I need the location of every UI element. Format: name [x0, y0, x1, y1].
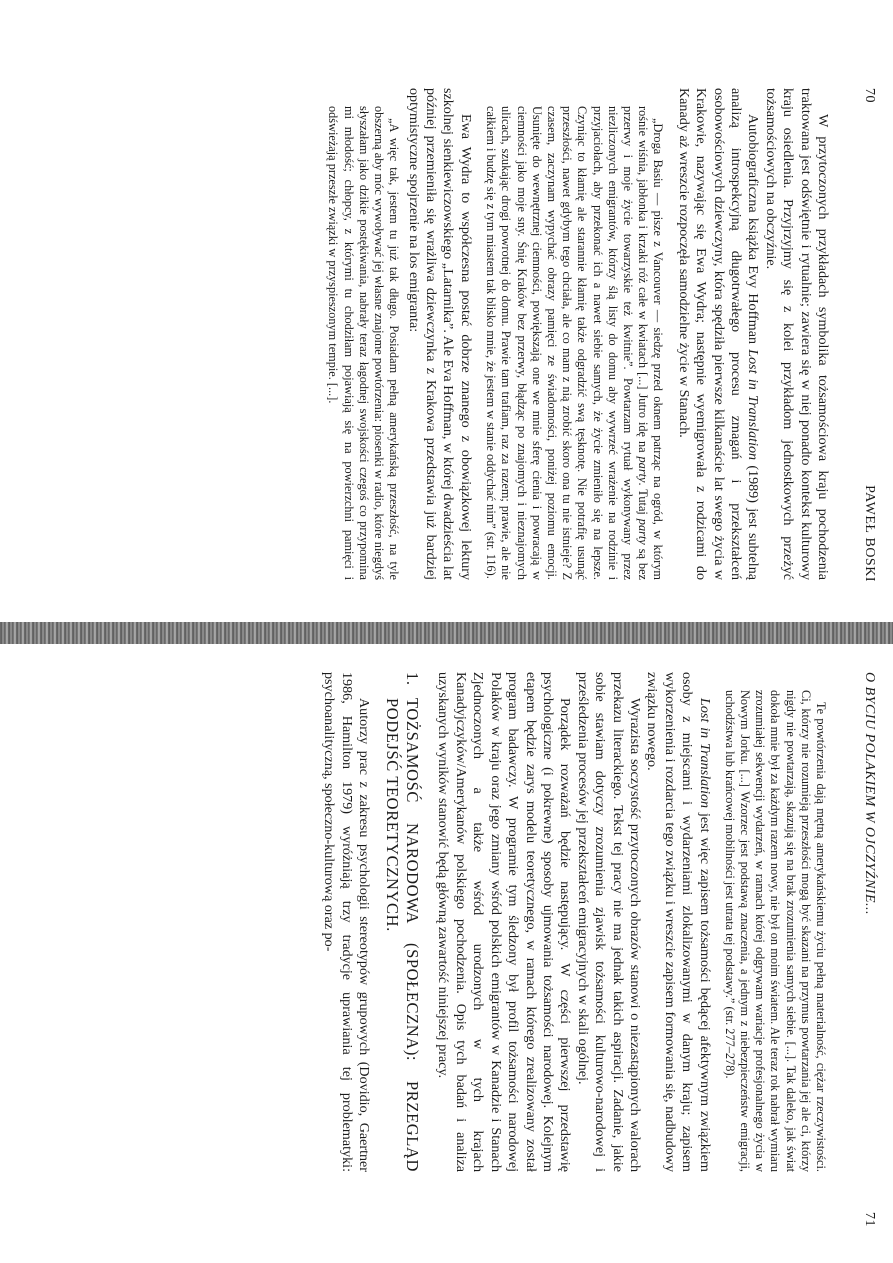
page-number-right: 71 [862, 1212, 877, 1227]
running-head-left: PAWEŁ BOSKI [862, 485, 877, 582]
page-number-left: 70 [862, 88, 877, 103]
running-head-right: O BYCIU POLAKIEM W OJCZYŹNIE... [862, 672, 877, 916]
block-quote: „Droga Basiu — pisze z Vancouver — siedzę przed oknem patrząc na ogród, w którym rośnie wiśnia, jabłonka i krzaki róż całe w kwiatach [...] Jutro idę na party. Tutaj party są bez przerwy i moje życie towarzyskie też kwitnie”. Powtarzam rytuał wykonywany przez niezliczonych emigrantów, którzy ślą listy do domu aby wywrzeć wrażenie na rodzinie i przyjaciołach, aby przekonać ich a nawet siebie samych, że życie zmieniło się na lepsze. Czyniąc to kłamię ale starannie kłamię także odgradzić swą tęsknotę. Nie potrafię usunąć przeszłości, nawet gdybym tego chciała, ale co mam z nią zrobić skoro ona tu nie istnieje? Z czasem, zaczynam wypychać obrazy pamięci ze świadomości, poniżej poziomu emocji. Usunięte do wewnętrznej ciemności, powiększają one we mnie sferę cienia i powracają w ciemności jako moje sny. Śnię Kraków bez przerwy, błądząc po znajomych i nieznajomych ulicach, szukając drogi powrotnej do domu. Prawie tam trafiam, raz za razem; prawie, ale nie całkiem i budzę się z tym miastem tak blisko mnie, że jestem w stanie oddychać nim” (str. 116). [484, 106, 666, 580]
left-page-text [322, 88, 831, 580]
section-title: TOŻSAMOŚĆ NARODOWA (SPOŁECZNA): PRZEGLĄD PODEJŚĆ TEORETYCZNYCH. [383, 698, 423, 1172]
book-spine [0, 622, 893, 644]
paragraph: Porządek rozważań będzie następujący. W części pierwszej przedstawię psychologiczne (i pokrewne) sposoby ujmowania tożsamości narodowej. Kolejnym etapem będzie zarys modelu teoretycznego, w ramach którego zrealizowany został program badawczy. W programie tym śledzony był profil tożsamości narodowej Polaków w kraju oraz jego zmiany wśród polskich emigrantów w Kanadzie i Stanach Zjednoczonych a także wśród urodzonych w tych krajach Kanadyjczyków/Amerykanów polskiego pochodzenia. Opis tych badań i analiza uzyskanych wyników stanowić będą główną zawartość niniejszej pracy. [435, 672, 574, 1172]
paragraph: Autorzy prac z zakresu psychologii stereotypów grupowych (Dovidio, Gaertner 1986, Hamilton 1979) wyróżniają trzy tradycje uprawiania tej problematyki: psychoanalityczną, społeczno-kulturową oraz po- [321, 672, 373, 1172]
left-page [0, 0, 893, 622]
block-quote: Te powtórzenia dają mętną amerykańskiemu życiu pełną materialność, ciężar rzeczywistości. Ci, którzy nie rozumieją przeszłości mogą być skazani na przymus powtarzania jej ale ci, którzy nigdy nie powtarzają, skazują się na brak zrozumienia samych siebie. [...]. Tak daleko, jak świat dokoła mnie był za każdym razem nowy, nie był on moim światem. Ale teraz rok nabrał wymiaru zrozumiałej sekwencji wydarzeń, w ramach której odgrywam wariacje profesjonalnego życia w Nowym Jorku. [...] Wzorzec jest podstawą znaczenia, a jednym z niebezpieczeństw emigracji, uchodźstwa lub krańcowej mobilności jest utrata tej podstawy.” (str. 277–278). [722, 690, 828, 1172]
right-page-text [320, 672, 831, 1172]
paragraph: Lost in Translation jest więc zapisem tożsamości będącej afektywnym związkiem osoby z miejscami i wydarzeniami zlokalizowanymi w danym kraju; zapisem wykorzenienia i rozdarcia tego związku i wreszcie zapisem formowania się, nadbudowy związku nowego. [644, 672, 713, 1172]
paragraph: Ewa Wydra to współczesna postać dobrze znanego z obowiązkowej lektury szkolnej sienkiewiczowskiego „Latarnika”. Ale Eva Hoffman, w której dwadzieścia lat później przemieniła się wrażliwa dziewczynka z Krakowa przedstawia już bardziej optymistyczne spojrzenie na los emigranta: [405, 88, 474, 580]
paragraph: Wyrazista soczystość przytoczonych obrazów stanowi o niezastąpionych walorach przekazu literackiego. Tekst tej pracy nie ma jednak takich aspiracji. Zadanie, jakie sobie stawiam dotyczy zrozumienia zjawisk tożsamości kulturowo-narodowej i prześledzenia procesów jej przekształceń emigracyjnych w skali ogólnej. [574, 672, 643, 1172]
block-quote: „A więc tak, jestem tu już tak długo. Posiadam pełną amerykańską przeszłość, na tyle obszerną aby móc wywoływać jej własne znajome powtórzenia: piosenki w radio, które niegdyś słyszałam jako dzikie postękiwania, nabrały teraz łagodnej swojskości czegoś co przypomina mi młodość; chłopcy, z którymi tu chodziłam pojawiają się na powierzchni pamięci i odświeżają przeszłe związki w przyspieszonym tempie. [...]. [326, 106, 402, 580]
section-heading [382, 672, 422, 1172]
section-number: 1. [403, 672, 423, 686]
book-title: Lost in Translation [745, 349, 762, 461]
right-page [0, 644, 893, 1263]
book-title: Lost in Translation [696, 698, 713, 809]
paragraph: W przytoczonych przykładach symbolika tożsamościowa kraju pochodzenia traktowana jest odświętnie i rytualnie; zawiera się w niej ponadto kontekst kulturowy kraju osiedlenia. Przyjrzyjmy się z kolei przykładom jednostkowych przeżyć tożsamościowych na obczyźnie. [762, 88, 831, 580]
paragraph: Autobiograficzna książka Evy Hoffman Lost in Translation (1989) jest subtelną analizą introspekcyjną długotrwałego procesu zmagań i przekształceń osobowościowych dziewczyny, która spędziła pierwsze kilkanaście lat swego życia w Krakowie, nazywając się Ewa Wydra; następnie wyemigrowała z rodzicami do Kanady aż wreszcie rozpoczęła samodzielne życie w Stanach. [675, 88, 762, 580]
